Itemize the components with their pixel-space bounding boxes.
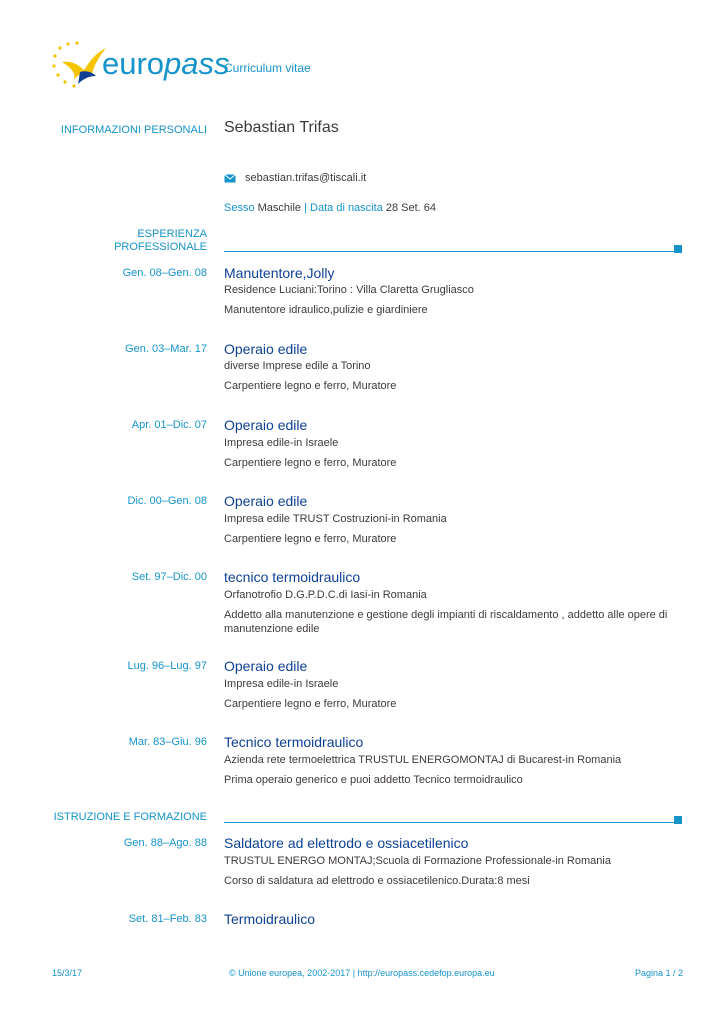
- personal-details: [224, 202, 436, 214]
- birth-value: 28 Set. 64: [385, 202, 437, 214]
- footer-page-number: Pagina 1 / 2: [634, 968, 683, 978]
- experience-employer: Orfanotrofio D.G.P.D.C.di Iasi-in Romania: [224, 589, 427, 601]
- personal-info-label: INFORMAZIONI PERSONALI: [60, 124, 207, 136]
- birth-label: Data di nascita: [310, 202, 383, 214]
- person-name: Sebastian Trifas: [224, 119, 339, 136]
- footer-date: 15/3/17: [52, 968, 83, 978]
- experience-section-label: [114, 228, 207, 254]
- experience-description: Prima operaio generico e puoi addetto Tecnico termoidraulico: [224, 774, 523, 786]
- experience-title: Tecnico termoidraulico: [224, 734, 364, 750]
- experience-label-line2: PROFESSIONALE: [114, 241, 207, 253]
- education-title: Saldatore ad elettrodo e ossiacetilenico: [224, 835, 469, 851]
- experience-title: Manutentore,Jolly: [224, 265, 335, 281]
- experience-description: Manutentore idraulico,pulizie e giardiniere: [224, 304, 428, 316]
- education-divider: [224, 822, 676, 823]
- experience-description: Carpentiere legno e ferro, Muratore: [224, 457, 397, 469]
- experience-divider: [224, 251, 676, 252]
- experience-dates: Apr. 01–Dic. 07: [131, 419, 207, 431]
- experience-divider-square: [674, 245, 682, 253]
- education-title: Termoidraulico: [224, 911, 316, 927]
- document-type: Curriculum vitae: [224, 61, 311, 75]
- experience-title: Operaio edile: [224, 493, 308, 509]
- europass-logo: [50, 40, 230, 90]
- education-divider-square: [674, 816, 682, 824]
- experience-dates: Set. 97–Dic. 00: [131, 571, 207, 583]
- experience-dates: Lug. 96–Lug. 97: [127, 660, 207, 672]
- experience-description: Carpentiere legno e ferro, Muratore: [224, 380, 397, 392]
- experience-employer: Impresa edile TRUST Costruzioni-in Romania: [224, 513, 447, 525]
- experience-label-line1: ESPERIENZA: [137, 228, 207, 240]
- experience-title: Operaio edile: [224, 658, 308, 674]
- experience-employer: Impresa edile-in Israele: [224, 678, 339, 690]
- separator: |: [304, 202, 307, 214]
- experience-employer: Azienda rete termoelettrica TRUSTUL ENERGOMONTAJ di Bucarest-in Romania: [224, 754, 622, 766]
- education-description: Corso di saldatura ad elettrodo e ossiacetilenico.Durata:8 mesi: [224, 875, 530, 887]
- experience-employer: diverse Imprese edile a Torino: [224, 360, 371, 372]
- experience-description: Carpentiere legno e ferro, Muratore: [224, 533, 397, 545]
- logo-text-pass: pass: [164, 46, 230, 81]
- experience-description-continued: manutenzione edile: [224, 623, 320, 635]
- europass-star-figure-icon: [50, 40, 110, 90]
- footer-copyright[interactable]: © Unione europea, 2002-2017 | http://europass.cedefop.europa.eu: [229, 968, 495, 978]
- experience-dates: Dic. 00–Gen. 08: [127, 495, 207, 507]
- experience-dates: Gen. 08–Gen. 08: [122, 267, 207, 279]
- logo-text-euro: euro: [102, 46, 165, 81]
- experience-employer: Residence Luciani:Torino : Villa Claretta Grugliasco: [224, 284, 474, 296]
- experience-description: Carpentiere legno e ferro, Muratore: [224, 698, 397, 710]
- experience-title: Operaio edile: [224, 341, 308, 357]
- experience-title: Operaio edile: [224, 417, 308, 433]
- education-school: TRUSTUL ENERGO MONTAJ;Scuola di Formazione Professionale-in Romania: [224, 855, 611, 867]
- education-dates: Set. 81–Feb. 83: [128, 913, 207, 925]
- email-icon: [224, 174, 236, 183]
- email-link[interactable]: sebastian.trifas@tiscali.it: [245, 172, 367, 184]
- experience-dates: Gen. 03–Mar. 17: [125, 343, 207, 355]
- experience-title: tecnico termoidraulico: [224, 569, 361, 585]
- experience-employer: Impresa edile-in Israele: [224, 437, 339, 449]
- experience-dates: Mar. 83–Giu. 96: [128, 736, 207, 748]
- experience-description: Addetto alla manutenzione e gestione degli impianti di riscaldamento , addetto alle opere di: [224, 609, 668, 621]
- education-dates: Gen. 88–Ago. 88: [123, 837, 207, 849]
- sex-value: Maschile: [257, 202, 302, 214]
- sex-label: Sesso: [224, 202, 255, 214]
- education-section-label: ISTRUZIONE E FORMAZIONE: [53, 811, 207, 823]
